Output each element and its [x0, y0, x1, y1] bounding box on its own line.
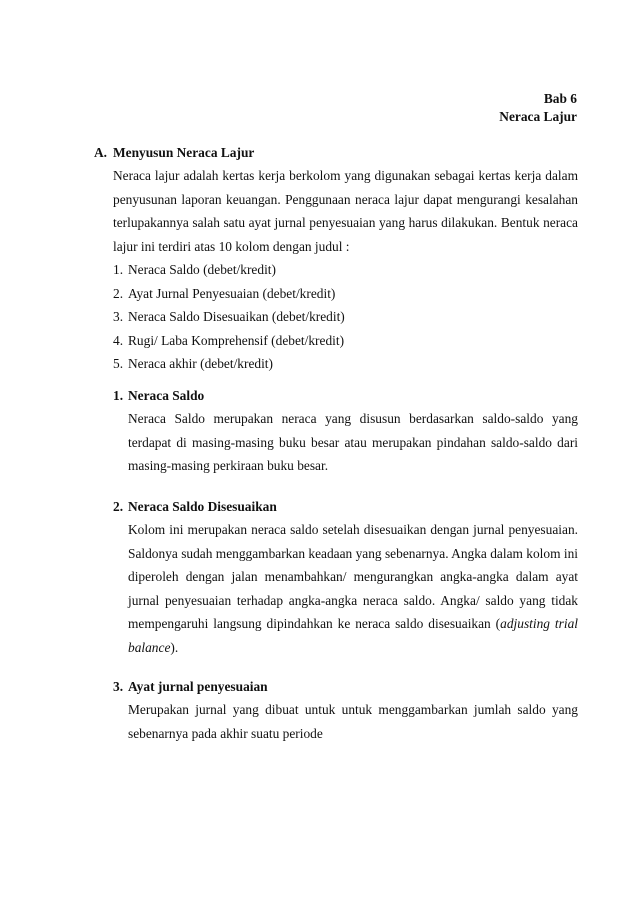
list-item-number: 3.: [113, 309, 124, 324]
list-item: [113, 282, 578, 306]
section-a-title: Menyusun Neraca Lajur: [113, 145, 255, 160]
section-a: [94, 143, 578, 376]
list-item-text: Neraca Saldo Disesuaikan (debet/kredit): [128, 309, 345, 324]
chapter-title: Neraca Lajur: [499, 109, 577, 124]
subsection-title: Ayat jurnal penyesuaian: [128, 679, 268, 694]
section-a-label: A.: [94, 145, 108, 160]
section-a-paragraph: Neraca lajur adalah kertas kerja berkolom yang digunakan sebagai kertas kerja dalam penyusunan laporan keuangan. Penggunaan neraca lajur dapat mengurangi kesalahan terlupakannya salah satu ayat jurnal penyesuaian yang harus dilakukan. Bentuk neraca lajur ini terdiri atas 10 kolom dengan judul :: [113, 168, 578, 254]
body-text-end: ).: [170, 639, 179, 655]
chapter-heading: [499, 90, 577, 126]
list-item-number: 1.: [113, 262, 124, 277]
subsection-number: 2.: [113, 499, 124, 514]
list-item-text: Neraca Saldo (debet/kredit): [128, 262, 276, 277]
subsection-title: Neraca Saldo Disesuaikan: [128, 499, 277, 514]
subsection-heading: [113, 676, 578, 698]
list-item-number: 4.: [113, 332, 124, 348]
subsection-title: Neraca Saldo: [128, 388, 205, 403]
subsection-neraca-saldo-disesuaikan: [113, 496, 578, 659]
subsection-body: Neraca Saldo merupakan neraca yang disusun berdasarkan saldo-saldo yang terdapat di masing-masing buku besar atau merupakan pindahan saldo-saldo dari masing-masing perkiraan buku besar.: [128, 411, 578, 473]
subsection-body: Merupakan jurnal yang dibuat untuk untuk menggambarkan jumlah saldo yang sebenarnya pada akhir suatu periode: [128, 702, 578, 741]
list-item: [113, 352, 578, 376]
list-item: [113, 305, 578, 329]
column-list: [113, 258, 578, 376]
subsection-heading: [113, 496, 578, 518]
subsection-neraca-saldo: [113, 385, 578, 478]
list-item-text: Ayat Jurnal Penyesuaian (debet/kredit): [128, 285, 336, 301]
body-italic-term: adjusting trial balance: [128, 616, 578, 655]
subsection-heading: [113, 385, 578, 407]
list-item: [113, 258, 578, 282]
section-a-heading: [94, 143, 578, 163]
list-item-number: 5.: [113, 356, 124, 371]
list-item-number: 2.: [113, 285, 124, 301]
list-item-text: Rugi/ Laba Komprehensif (debet/kredit): [128, 332, 345, 348]
chapter-number: Bab 6: [543, 91, 577, 106]
list-item-text: Neraca akhir (debet/kredit): [128, 356, 273, 371]
subsection-number: 3.: [113, 679, 124, 694]
subsection-body: [128, 518, 578, 659]
list-item: [113, 329, 578, 353]
subsection-ayat-jurnal-penyesuaian: [113, 676, 578, 745]
body-text: Kolom ini merupakan neraca saldo setelah disesuaikan dengan jurnal penyesuaian. Saldonya sudah menggambarkan keadaan yang sebenarnya. Angka dalam kolom ini diperoleh dengan jalan menambahkan/ mengurangkan angka-angka dalam ayat jurnal penyesuaian terhadap angka-angka neraca saldo. Angka/ saldo yang tidak mempengaruhi langsung dipindahkan ke neraca saldo disesuaikan (: [128, 522, 578, 631]
subsection-number: 1.: [113, 388, 124, 403]
